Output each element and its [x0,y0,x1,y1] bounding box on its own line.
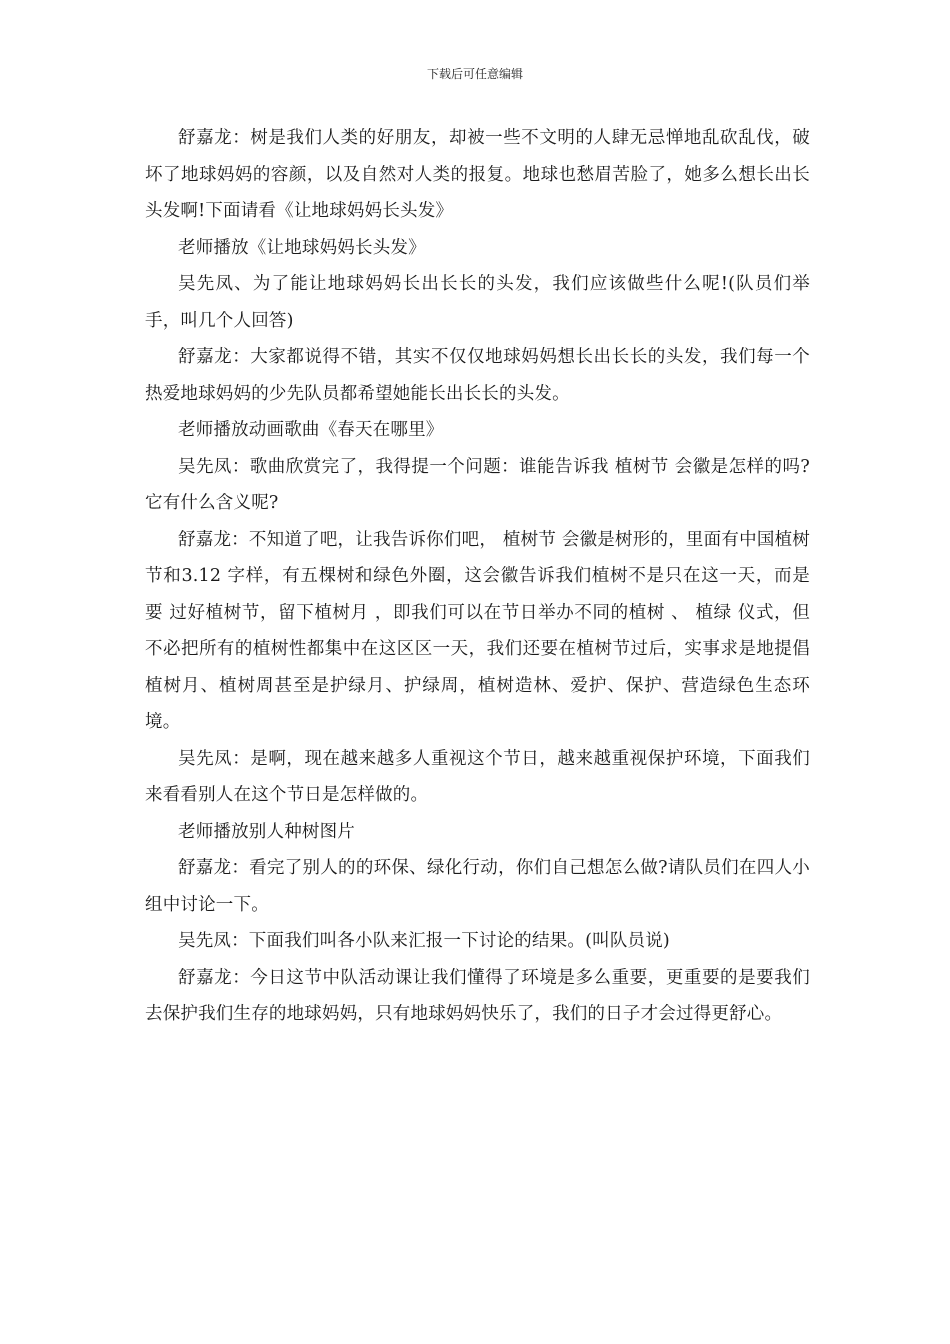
paragraph-stage-direction: 老师播放《让地球妈妈长头发》 [178,237,426,258]
paragraph-dialogue: 舒嘉龙：大家都说得不错，其实不仅仅地球妈妈想长出长长的头发，我们每一个热爱地球妈妈的少先队员都希望她能长出长长的头发。 [145,347,810,404]
paragraph-dialogue: 吴先凤：歌曲欣赏完了，我得提一个问题：谁能告诉我 植树节 会徽是怎样的吗?它有什么含义呢? [145,456,810,513]
page-header: 下载后可任意编辑 [426,67,523,81]
paragraph-dialogue: 舒嘉龙：不知道了吧，让我告诉你们吧， 植树节 会徽是树形的，里面有中国植树节和3.12 字样，有五棵树和绿色外圈，这会徽告诉我们植树不是只在这一天，而是要 过好植树节，留下植树月 ，即我们可以在节日举办不同的植树 、 植绿 仪式，但不必把所有的植树性都集中在这区区一天，我们还要在植树节过后，实事求是地提倡植树月、植树周甚至是护绿月、护绿周，植树造林、爱护、保护、营造绿色生态环境。 [145,529,810,732]
paragraph-dialogue: 舒嘉龙：树是我们人类的好朋友，却被一些不文明的人肆无忌惮地乱砍乱伐，破坏了地球妈妈的容颜，以及自然对人类的报复。地球也愁眉苦脸了，她多么想长出长头发啊!下面请看《让地球妈妈长头发》 [145,128,810,221]
paragraph-dialogue: 舒嘉龙：看完了别人的的环保、绿化行动，你们自己想怎么做?请队员们在四人小组中讨论一下。 [145,858,810,915]
paragraph-dialogue: 吴先凤：下面我们叫各小队来汇报一下讨论的结果。(叫队员说) [178,931,670,951]
paragraph-dialogue: 舒嘉龙：今日这节中队活动课让我们懂得了环境是多么重要，更重要的是要我们去保护我们生存的地球妈妈，只有地球妈妈快乐了，我们的日子才会过得更舒心。 [145,967,810,1024]
paragraph-stage-direction: 老师播放动画歌曲《春天在哪里》 [178,420,444,440]
document-body [145,120,810,1033]
paragraph-dialogue: 吴先凤：是啊，现在越来越多人重视这个节日，越来越重视保护环境，下面我们来看看别人在这个节日是怎样做的。 [145,748,810,805]
paragraph-dialogue: 吴先凤、为了能让地球妈妈长出长长的头发，我们应该做些什么呢!(队员们举手，叫几个人回答) [145,274,810,331]
paragraph-stage-direction: 老师播放别人种树图片 [178,821,355,842]
